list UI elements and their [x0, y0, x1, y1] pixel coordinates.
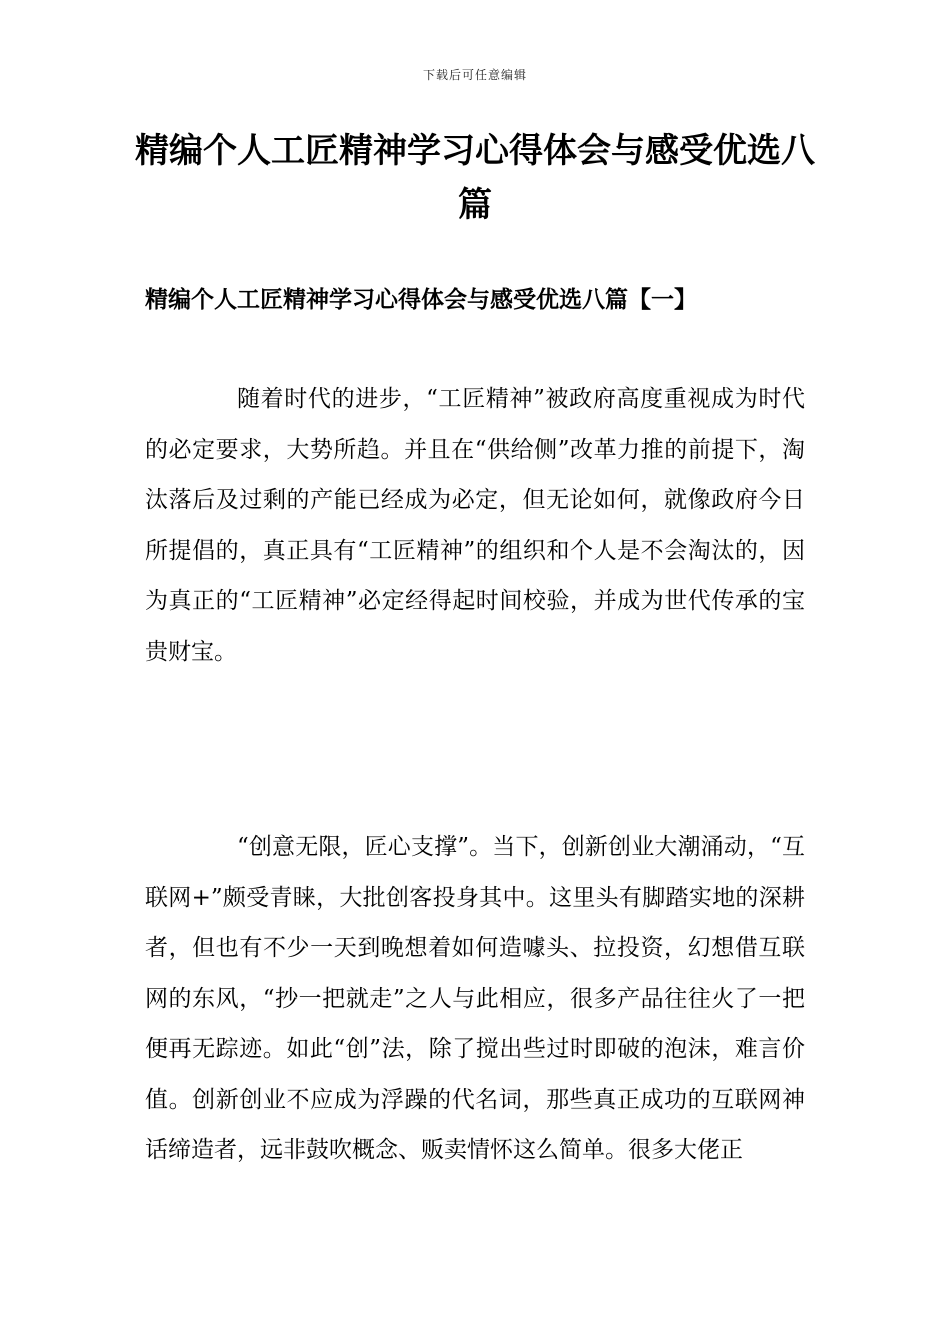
header-note: 下载后可任意编辑: [422, 68, 527, 82]
section-heading: 精编个人工匠精神学习心得体会与感受优选八篇【一】: [145, 286, 697, 313]
paragraph-1: 随着时代的进步，“工匠精神”被政府高度重视成为时代的必定要求，大势所趋。并且在“供给侧”改革力推的前提下，淘汰落后及过剩的产能已经成为必定，但无论如何，就像政府今日所提倡的，真正具有“工匠精神”的组织和个人是不会淘汰的，因为真正的“工匠精神”必定经得起时间校验，并成为世代传承的宝贵财宝。: [145, 386, 805, 665]
paragraph-2: “创意无限，匠心支撑”。当下，创新创业大潮涌动，“互联网+”颇受青睐，大批创客投身其中。这里头有脚踏实地的深耕者，但也有不少一天到晚想着如何造噱头、拉投资，幻想借互联网的东风，“抄一把就走”之人与此相应，很多产品往往火了一把便再无踪迹。如此“创”法，除了搅出些过时即破的泡沫，难言价值。创新创业不应成为浮躁的代名词，那些真正成功的互联网神话缔造者，远非鼓吹概念、贩卖情怀这么简单。很多大佬正: [145, 834, 805, 1163]
document-title: 精编个人工匠精神学习心得体会与感受优选八篇: [135, 131, 815, 225]
